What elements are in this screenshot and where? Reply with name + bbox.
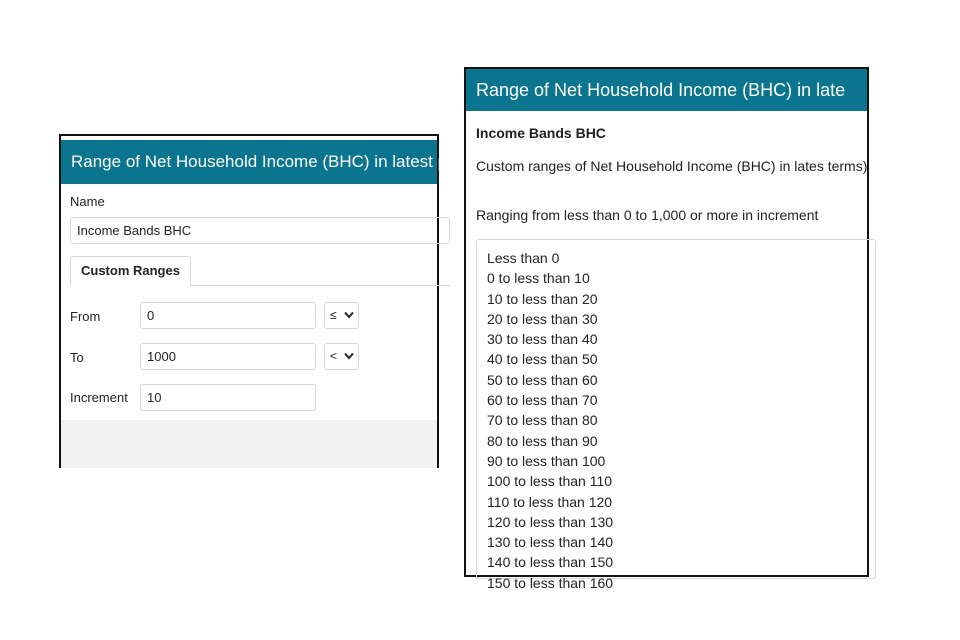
list-item: 40 to less than 50 [487,351,598,368]
list-item: 0 to less than 10 [487,270,590,287]
range-form [61,184,437,464]
from-operator-select[interactable] [324,302,359,329]
editor-title-bar [61,140,448,184]
to-operator-value: < [330,349,338,363]
name-label: Name [70,194,105,209]
to-label: To [70,350,84,365]
list-item: 60 to less than 70 [487,392,598,409]
preview-heading: Income Bands BHC [476,125,606,141]
chevron-down-icon [344,311,354,319]
list-item: 150 to less than 160 [487,574,614,591]
name-input[interactable]: Income Bands BHC [70,217,450,244]
list-item: 110 to less than 120 [487,493,613,510]
preview-range-summary: Ranging from less than 0 to 1,000 or more in increment [476,207,819,223]
preview-title-bar [466,69,867,111]
list-item: Less than 0 [487,250,560,266]
list-item: 80 to less than 90 [487,432,598,449]
preview-description: Custom ranges of Net Household Income (BHC) in lates terms) [476,158,868,174]
increment-label: Increment [70,390,128,405]
custom-ranges-editor-panel [59,134,448,468]
increment-input[interactable]: 10 [140,384,316,411]
tab-strip [70,256,450,286]
to-input[interactable]: 1000 [140,343,316,370]
list-item: 130 to less than 140 [487,534,614,551]
list-item: 50 to less than 60 [487,371,598,388]
bands-list[interactable] [476,239,876,591]
bands-list-inner [477,240,875,593]
list-item: 140 to less than 150 [487,554,614,571]
from-input[interactable]: 0 [140,302,316,329]
from-operator-value: ≤ [330,308,337,322]
editor-title: Range of Net Household Income (BHC) in latest p [71,152,448,171]
list-item: 10 to less than 20 [487,290,598,307]
panel-footer [61,420,437,468]
list-item: 20 to less than 30 [487,310,598,327]
preview-title: Range of Net Household Income (BHC) in late [476,80,846,100]
list-item: 70 to less than 80 [487,412,598,429]
list-item: 100 to less than 110 [487,473,613,490]
from-label: From [70,309,101,324]
tab-custom-ranges[interactable]: Custom Ranges [70,256,191,286]
chevron-down-icon [344,352,354,360]
to-operator-select[interactable] [324,343,359,370]
range-preview-panel [464,67,869,591]
list-item: 30 to less than 40 [487,331,598,348]
list-item: 90 to less than 100 [487,452,606,469]
list-item: 120 to less than 130 [487,513,614,530]
